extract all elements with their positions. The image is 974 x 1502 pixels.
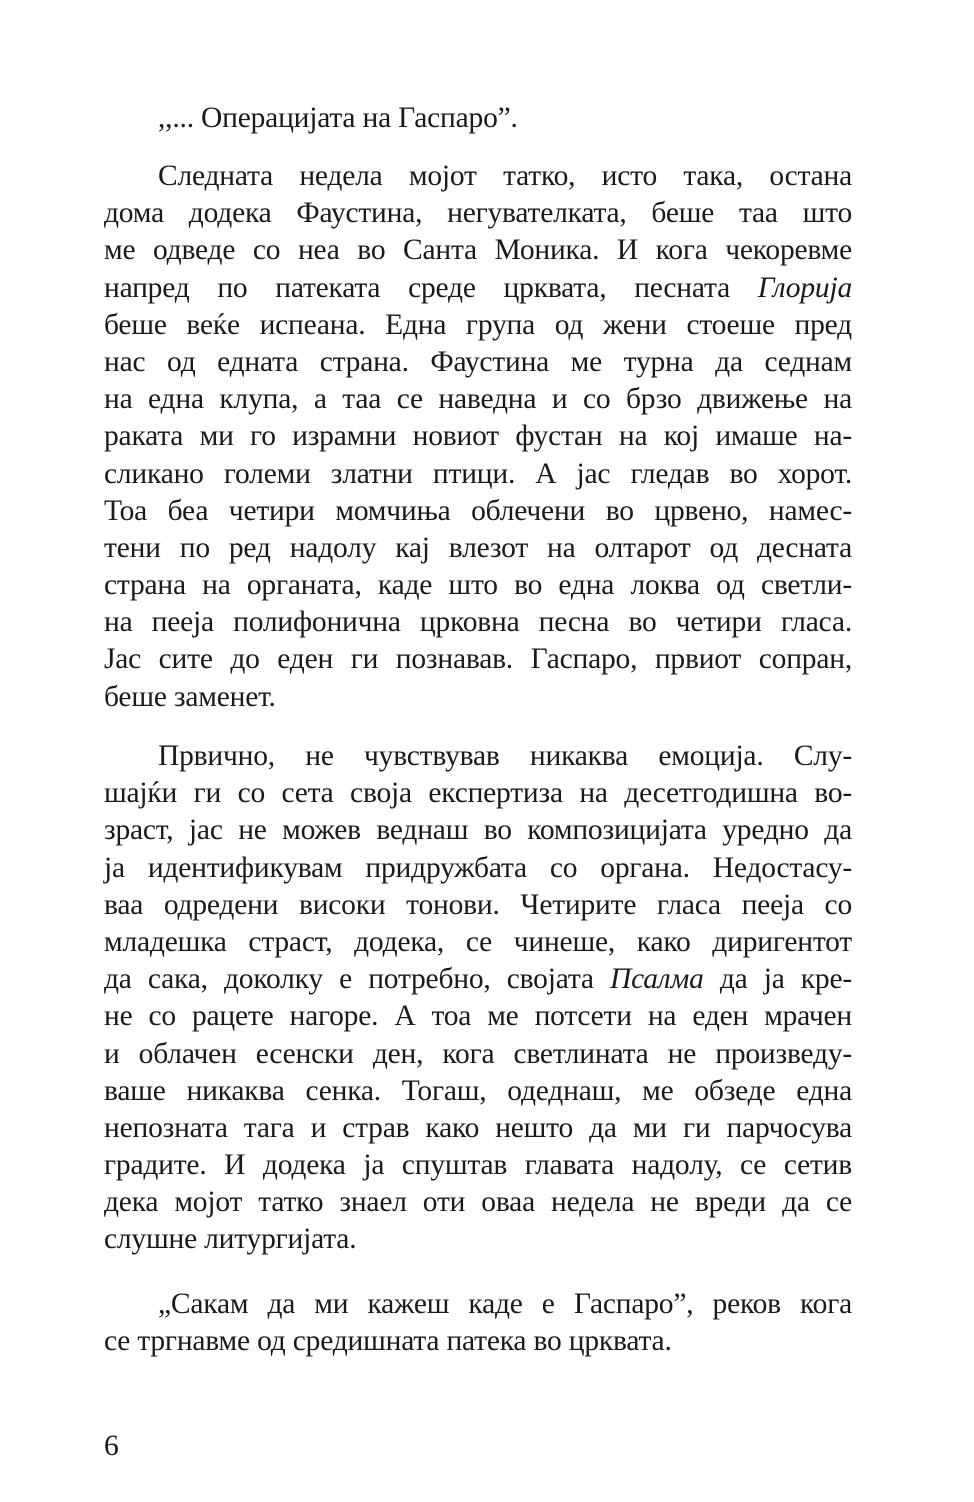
page-number: 6	[104, 1430, 119, 1462]
text-line: шајќи ги со сета своја експертиза на десетгодишна во-	[104, 777, 852, 810]
text-line: сликано големи златни птици. А јас гледав во хорот.	[104, 457, 852, 490]
text-line-with-italic	[104, 961, 852, 998]
text-line: страна на органата, каде што во една локва од светли-	[104, 569, 852, 602]
text-line: Првично, не чувствував никаква емоција. Слу-	[158, 740, 852, 772]
text-line: се тргнавме од средишната патека во црквата.	[104, 1325, 672, 1358]
text-line: ваше никаква сенка. Тогаш, одеднаш, ме обзеде една	[104, 1074, 852, 1107]
text-line: ме одведе со неа во Санта Моника. И кога чекоревме	[104, 234, 852, 267]
text-line: на пееја полифонична црковна песна во четири гласа.	[104, 606, 852, 639]
text-line: младешка страст, додека, се чинеше, како диригентот	[104, 925, 852, 958]
text-line: не со рацете нагоре. А тоа ме потсети на еден мрачен	[104, 1000, 852, 1033]
text-segment: напред по патеката среде црквата, песната	[104, 271, 758, 304]
text-line: ,,... Операцијата на Гаспаро”.	[158, 102, 518, 134]
text-line: ја идентификувам придружбата со органа. Недостасу-	[104, 851, 852, 884]
paragraph-4	[104, 1286, 852, 1360]
text-line: и облачен есенски ден, кога светлината не произведу-	[104, 1037, 852, 1070]
text-line: Јас сите до еден ги познавав. Гаспаро, првиот сопран,	[104, 643, 852, 676]
text-line: Следната недела мојот татко, исто така, остана	[158, 160, 852, 192]
text-line: беше веќе испеана. Една група од жени стоеше пред	[104, 308, 852, 341]
text-segment: да ја кре-	[703, 963, 852, 996]
text-line: слушне литургијата.	[104, 1223, 357, 1256]
text-line: градите. И додека ја спуштав главата надолу, се сетив	[104, 1149, 852, 1182]
text-line-with-italic	[104, 270, 852, 307]
text-line: Тоа беа четири момчиња облечени во црвено, намес-	[104, 494, 852, 527]
text-line: непозната тага и страв како нешто да ми ги парчосува	[104, 1111, 852, 1144]
text-line: зраст, јас не можев веднаш во композицијата уредно да	[104, 814, 852, 847]
italic-title-gloria: Глорија	[757, 271, 852, 304]
italic-title-psalm: Псалма	[610, 963, 704, 996]
text-line: тени по ред надолу кај влезот на олтарот од десната	[104, 531, 852, 564]
text-line: нас од едната страна. Фаустина ме турна да седнам	[104, 345, 852, 378]
text-line: беше заменет.	[104, 680, 276, 713]
text-line: на една клупа, а таа се наведна и со брзо движење на	[104, 383, 852, 416]
text-segment: да сака, доколку е потребно, својата	[104, 963, 610, 996]
text-line: раката ми го израмни новиот фустан на кој имаше на-	[104, 420, 852, 453]
text-line: „Сакам да ми кажеш каде е Гаспаро”, реков кога	[158, 1288, 852, 1320]
paragraph-3	[104, 738, 852, 1259]
text-line: дома додека Фаустина, негувателката, беше таа што	[104, 197, 852, 230]
paragraph-2	[104, 158, 852, 716]
text-line: ваа одредени високи тонови. Четирите гласа пееја со	[104, 888, 852, 921]
paragraph-1	[104, 100, 852, 137]
text-line: дека мојот татко знаел оти оваа недела не вреди да се	[104, 1186, 852, 1219]
